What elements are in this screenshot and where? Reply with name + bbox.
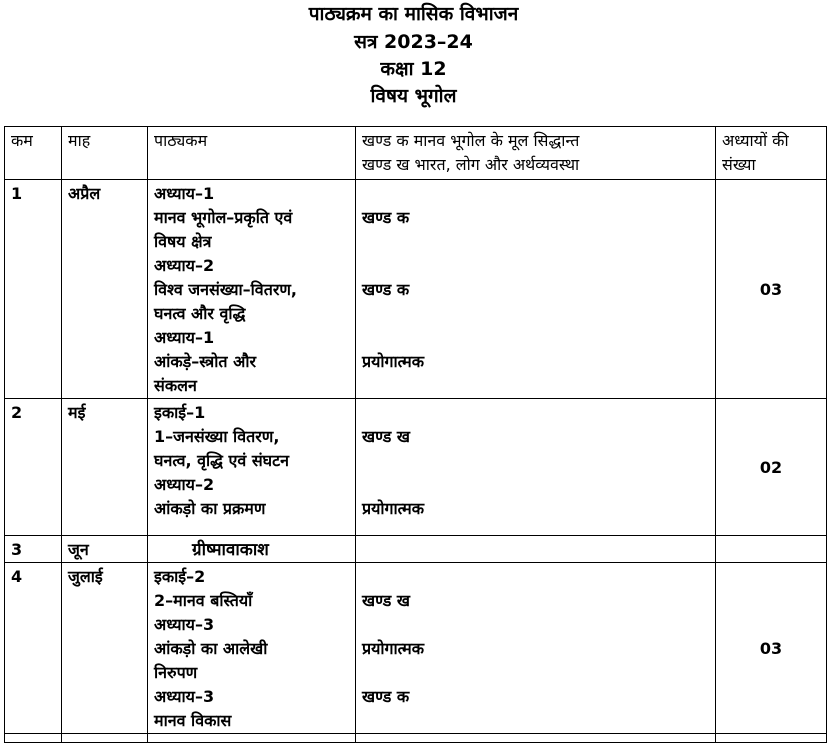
row-syllabus: इकाई–1 1–जनसंख्या वितरण, घनत्व, वृद्धि एवं संघटन अध्याय–2 आंकड़ो का प्रक्रमण (148, 399, 356, 536)
table-header-row (5, 127, 827, 180)
row-chapter-count: 03 (716, 180, 827, 399)
row-sno: 4 (5, 563, 62, 734)
row-month: जुलाई (62, 563, 148, 734)
syllabus-table (4, 126, 827, 743)
class-label: कक्षा 12 (380, 58, 447, 80)
table-row-continued (5, 734, 827, 743)
row-chapter-count: 03 (716, 563, 827, 734)
row-sno: 1 (5, 180, 62, 399)
column-header-sno: कम (5, 127, 62, 180)
row-section: खण्ड ख प्रयोगात्मक खण्ड क (356, 563, 716, 734)
table-row (5, 563, 827, 734)
column-header-chapter-count: अध्यायों की संख्या (716, 127, 827, 180)
row-syllabus: ग्रीष्मावाकाश (148, 536, 356, 563)
table-row (5, 399, 827, 536)
row-month: जून (62, 536, 148, 563)
row-month: अप्रैल (62, 180, 148, 399)
row-syllabus: अध्याय–1 मानव भूगोल–प्रकृति एवं विषय क्षेत्र अध्याय–2 विश्व जनसंख्या–वितरण, घनत्व और वृद्धि अध्याय–1 आंकड़े–स्त्रोत और संकलन (148, 180, 356, 399)
row-chapter-count (716, 536, 827, 563)
row-chapter-count: 02 (716, 399, 827, 536)
row-section (356, 536, 716, 563)
row-month: मई (62, 399, 148, 536)
table-row (5, 180, 827, 399)
row-sno: 3 (5, 536, 62, 563)
session-label: सत्र 2023–24 (354, 31, 473, 53)
row-section: खण्ड ख प्रयोगात्मक (356, 399, 716, 536)
column-header-section: खण्ड क मानव भूगोल के मूल सिद्धान्त खण्ड ख भारत, लोग और अर्थव्यवस्था (356, 127, 716, 180)
row-sno: 2 (5, 399, 62, 536)
document-title: पाठ्यक्रम का मासिक विभाजन (308, 3, 519, 25)
column-header-syllabus: पाठ्यकम (148, 127, 356, 180)
table-row (5, 536, 827, 563)
subject-label: विषय भूगोल (370, 85, 457, 107)
row-syllabus: इकाई–2 2–मानव बस्तियाँ अध्याय–3 आंकड़ो का आलेखी निरुपण अध्याय–3 मानव विकास (148, 563, 356, 734)
column-header-month: माह (62, 127, 148, 180)
row-section: खण्ड क खण्ड क प्रयोगात्मक (356, 180, 716, 399)
